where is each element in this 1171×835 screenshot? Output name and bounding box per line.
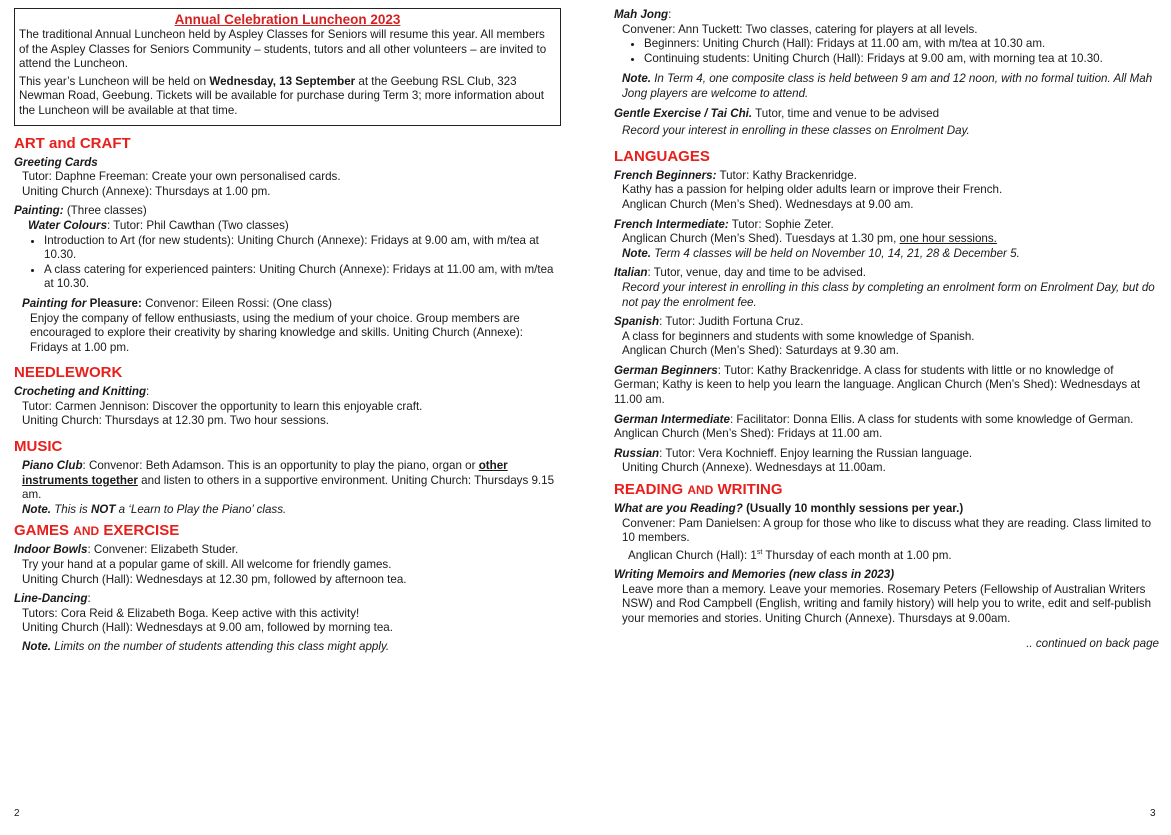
spanish-title: Spanish xyxy=(614,315,660,329)
reading-heading-a: READING xyxy=(614,481,688,499)
painting-pleasure-title: Painting for xyxy=(22,296,90,310)
games-heading-b: EXERCISE xyxy=(99,522,180,540)
what-reading-convener: Convener: Pam Danielsen: A group for those who like to discuss what they are reading. Class limited to 10 members. xyxy=(622,516,1152,545)
crocheting-title: Crocheting and Knitting xyxy=(14,385,147,399)
line-dancing-entry: Line-Dancing: Tutors: Cora Reid & Elizabeth Boga. Keep active with this activity! Uniting Church (Hall): Wednesdays at 9.00 am, followed by morning tea. Note. Limits on the number of students attending this class might apply. xyxy=(14,592,561,654)
mah-jong-list xyxy=(614,37,1159,66)
spanish-text: A class for beginners and students with some knowledge of Spanish. xyxy=(622,329,975,343)
russian-venue: Uniting Church (Annexe). Wednesdays at 11.00am. xyxy=(622,461,886,475)
painting-title: Painting: xyxy=(14,204,64,218)
french-intermediate-tutor: Tutor: Sophie Zeter. xyxy=(728,217,834,231)
german-intermediate-title: German Intermediate xyxy=(614,412,730,426)
indoor-bowls-convener: : Convener: Elizabeth Studer. xyxy=(87,543,239,557)
water-colours-title: Water Colours xyxy=(28,218,108,232)
piano-club-underlined: other instruments together xyxy=(22,459,508,487)
russian-entry xyxy=(614,447,1159,476)
french-intermediate-title: French Intermediate: xyxy=(614,217,729,231)
right-column xyxy=(614,8,1159,651)
french-beginners-entry xyxy=(614,169,1159,213)
what-reading-venue xyxy=(614,546,1159,563)
greeting-cards-tutor: Tutor: Daphne Freeman: Create your own personalised cards. xyxy=(22,170,341,184)
russian-tutor: : Tutor: Vera Kochnieff. Enjoy learning the Russian language. xyxy=(659,446,973,460)
luncheon-p2-end: at the Geebung RSL Club, 323 Newman Road, Geebung. Tickets will be available for purchase during Term 3; more information about the Luncheon will be available at that time. xyxy=(19,74,544,117)
luncheon-p2-start: This year’s Luncheon will be held on xyxy=(19,74,210,88)
greeting-cards-title: Greeting Cards xyxy=(14,155,98,169)
french-intermediate-note xyxy=(614,247,1159,262)
music-heading: MUSIC xyxy=(14,438,63,456)
gentle-exercise-note: Record your interest in enrolling in these classes on Enrolment Day. xyxy=(622,124,970,138)
french-beginners-venue: Anglican Church (Men’s Shed). Wednesdays at 9.00 am. xyxy=(622,197,914,211)
music-note-not: NOT xyxy=(90,502,116,516)
gentle-exercise-title: Gentle Exercise / Tai Chi. xyxy=(614,106,753,120)
mah-jong-convener: Convener: Ann Tuckett: Two classes, catering for players at all levels. xyxy=(622,22,978,36)
writing-memoirs-text: Leave more than a memory. Leave your memories. Rosemary Peters (Fellowship of Australian Writers NSW) and Rod Campbell (English, writing and family history) will help you to write, edit and self-publish your memories and stories. Uniting Church (Annexe). Thursdays at 9.00am. xyxy=(622,582,1152,626)
german-beginners-entry xyxy=(614,364,1159,408)
french-intermediate-venue-text: Anglican Church (Men’s Shed). Tuesdays at 1.30 pm, xyxy=(622,232,900,246)
luncheon-paragraph-1: The traditional Annual Luncheon held by Aspley Classes for Seniors will resume this year. All members of the Aspley Classes for Seniors Community – students, tutors and all other volunteers – are invited to attend the Luncheon. xyxy=(19,28,547,71)
games-note-label: Note. xyxy=(22,640,51,653)
german-beginners-text: : Tutor: Kathy Brackenridge. A class for students with little or no knowledge of German; Kathy is keen to help you learn the language. Anglican Church (Men’s Shed): Wednesdays at 11.00 am. xyxy=(614,363,1141,407)
indoor-bowls-title: Indoor Bowls xyxy=(14,543,88,557)
painting-subtitle: (Three classes) xyxy=(63,204,147,218)
french-intermediate-sessions: one hour sessions. xyxy=(899,232,997,246)
indoor-bowls-venue: Uniting Church (Hall): Wednesdays at 12.30 pm, followed by afternoon tea. xyxy=(22,572,407,586)
piano-club-entry xyxy=(14,459,561,517)
music-note-label: Note. xyxy=(22,502,51,516)
needlework-heading: NEEDLEWORK xyxy=(14,364,123,382)
french-beginners-tutor: Tutor: Kathy Brackenridge. xyxy=(716,168,857,182)
gentle-exercise-text: Tutor, time and venue to be advised xyxy=(752,106,940,120)
music-note-a: This is xyxy=(50,502,91,516)
continued-note: .. continued on back page xyxy=(1026,636,1159,650)
luncheon-paragraph-2 xyxy=(19,75,556,119)
greeting-cards-entry xyxy=(14,156,561,200)
mah-jong-note-label: Note. xyxy=(622,72,651,86)
what-reading-venue-sup: st xyxy=(756,548,763,556)
crocheting-entry: Crocheting and Knitting: Tutor: Carmen Jennison: Discover the opportunity to learn this enjoyable craft. Uniting Church: Thursdays at 12.30 pm. Two hour sessions. xyxy=(14,385,561,429)
french-intermediate-venue xyxy=(614,232,1159,247)
german-intermediate-text: : Facilitator: Donna Ellis. A class for students with some knowledge of German. Anglican Church (Men’s Shed): Fridays at 11.00 am. xyxy=(614,412,1134,441)
games-heading-and: AND xyxy=(73,524,100,539)
gentle-exercise-entry xyxy=(614,107,1159,139)
french-intermediate-entry xyxy=(614,218,1159,262)
games-heading xyxy=(14,522,561,540)
french-beginners-title: French Beginners: xyxy=(614,168,717,182)
what-reading-title: What are you Reading? xyxy=(614,502,743,516)
crocheting-tutor: Tutor: Carmen Jennison: Discover the opportunity to learn this enjoyable craft. xyxy=(22,399,423,413)
line-dancing-tutors: Tutors: Cora Reid & Elizabeth Boga. Keep active with this activity! xyxy=(22,606,360,620)
italian-entry xyxy=(614,266,1159,310)
piano-club-text-1: : Convenor: Beth Adamson. This is an opportunity to play the piano, organ or xyxy=(82,459,479,473)
left-column xyxy=(14,8,561,660)
page-number-left: 2 xyxy=(14,808,20,819)
painting-pleasure-text: Enjoy the company of fellow enthusiasts, using the medium of your choice. Group members are encouraged to explore their creativity by sharing knowledge and skills. Uniting Church (Annexe): Fridays at 1.00 pm. xyxy=(30,311,523,354)
luncheon-box xyxy=(14,8,561,126)
italian-title: Italian xyxy=(614,266,648,280)
water-colours-item: • Introduction to Art (for new students): Uniting Church (Annexe): Fridays at 9.00 am, with m/tea at 10.30. xyxy=(44,234,561,263)
line-dancing-venue: Uniting Church (Hall): Wednesdays at 9.00 am, followed by morning tea. xyxy=(22,621,393,635)
mah-jong-entry: Mah Jong: Convener: Ann Tuckett: Two classes, catering for players at all levels. • Beginners: Uniting Church (Hall): Fridays at 11.00 am, with m/tea at 10.30 am. • Continuing students: Uniting Church (Hall): Fridays at 9.00 am, with morning tea at 10.30. Note. In Term 4, one composite class is held between 9 am and 12 noon, with no formal tuition. All Mah Jong players are welcome to attend. xyxy=(614,8,1159,102)
mah-jong-note xyxy=(614,72,1159,101)
line-dancing-title: Line-Dancing xyxy=(14,592,88,606)
music-note-b: a ‘Learn to Play the Piano’ class. xyxy=(115,502,287,516)
german-beginners-title: German Beginners xyxy=(614,363,718,377)
indoor-bowls-text: Try your hand at a popular game of skill. All welcome for friendly games. xyxy=(22,558,392,572)
spanish-tutor: : Tutor: Judith Fortuna Cruz. xyxy=(659,315,804,329)
piano-club-title: Piano Club xyxy=(22,459,83,473)
italian-note: Record your interest in enrolling in this class by completing an enrolment form on Enrolment Day, but do not pay the enrolment fee. xyxy=(622,280,1155,309)
german-intermediate-entry xyxy=(614,413,1159,442)
french-note-label: Note. xyxy=(622,246,651,260)
games-note-text: Limits on the number of students attending this class might apply. xyxy=(50,640,390,653)
writing-memoirs-entry xyxy=(614,568,1159,626)
french-note-text: Term 4 classes will be held on November 10, 14, 21, 28 & December 5. xyxy=(650,246,1020,260)
piano-club-text-2: and listen to others in a supportive environment. Uniting Church: Thursdays 9.15 am. xyxy=(22,473,555,502)
french-beginners-text: Kathy has a passion for helping older adults learn or improve their French. xyxy=(622,183,1003,197)
page-number-right: 3 xyxy=(1150,808,1156,819)
what-reading-entry xyxy=(614,502,1159,563)
greeting-cards-venue: Uniting Church (Annexe): Thursdays at 1.00 pm. xyxy=(22,184,271,198)
luncheon-date: Wednesday, 13 September xyxy=(209,74,356,88)
painting-pleasure-convenor: Convenor: Eileen Rossi: (One class) xyxy=(141,296,332,310)
painting-pleasure-title-2: Pleasure: xyxy=(89,296,142,310)
what-reading-venue-b: Thursday of each month at 1.00 pm. xyxy=(762,548,952,562)
games-heading-a: GAMES xyxy=(14,522,74,540)
writing-memoirs-title: Writing Memoirs and Memories (new class in 2023) xyxy=(614,568,895,582)
what-reading-subtitle: (Usually 10 monthly sessions per year.) xyxy=(742,502,964,516)
spanish-entry xyxy=(614,315,1159,359)
line-dancing-note xyxy=(14,640,561,655)
mah-jong-item: • Continuing students: Uniting Church (Hall): Fridays at 9.00 am, with morning tea at 10.30. xyxy=(644,52,1159,67)
painting-pleasure-entry xyxy=(14,297,561,355)
crocheting-venue: Uniting Church: Thursdays at 12.30 pm. Two hour sessions. xyxy=(22,414,329,428)
indoor-bowls-entry xyxy=(14,543,561,587)
mah-jong-note-text: In Term 4, one composite class is held between 9 am and 12 noon, with no formal tuition. All Mah Jong players are welcome to attend. xyxy=(622,72,1153,100)
italian-text: : Tutor, venue, day and time to be advised. xyxy=(647,266,867,280)
water-colours-tutor: : Tutor: Phil Cawthan (Two classes) xyxy=(107,218,289,232)
languages-heading: LANGUAGES xyxy=(614,147,710,165)
spanish-venue: Anglican Church (Men’s Shed): Saturdays at 9.30 am. xyxy=(622,344,899,358)
painting-entry xyxy=(14,204,561,292)
mah-jong-title: Mah Jong xyxy=(614,8,669,21)
reading-heading-and: AND xyxy=(687,483,714,498)
reading-writing-heading xyxy=(614,481,1159,499)
art-heading: ART and CRAFT xyxy=(14,134,131,152)
luncheon-title: Annual Celebration Luncheon 2023 xyxy=(174,12,401,27)
mah-jong-item: • Beginners: Uniting Church (Hall): Fridays at 11.00 am, with m/tea at 10.30 am. xyxy=(644,37,1159,52)
russian-title: Russian xyxy=(614,446,660,460)
water-colours-list xyxy=(14,234,561,292)
water-colours-item: • A class catering for experienced painters: Uniting Church (Annexe): Fridays at 11.00 am, with m/tea at 10.30. xyxy=(44,263,561,292)
what-reading-venue-a: Anglican Church (Hall): 1 xyxy=(628,548,757,562)
reading-heading-b: WRITING xyxy=(713,481,783,499)
